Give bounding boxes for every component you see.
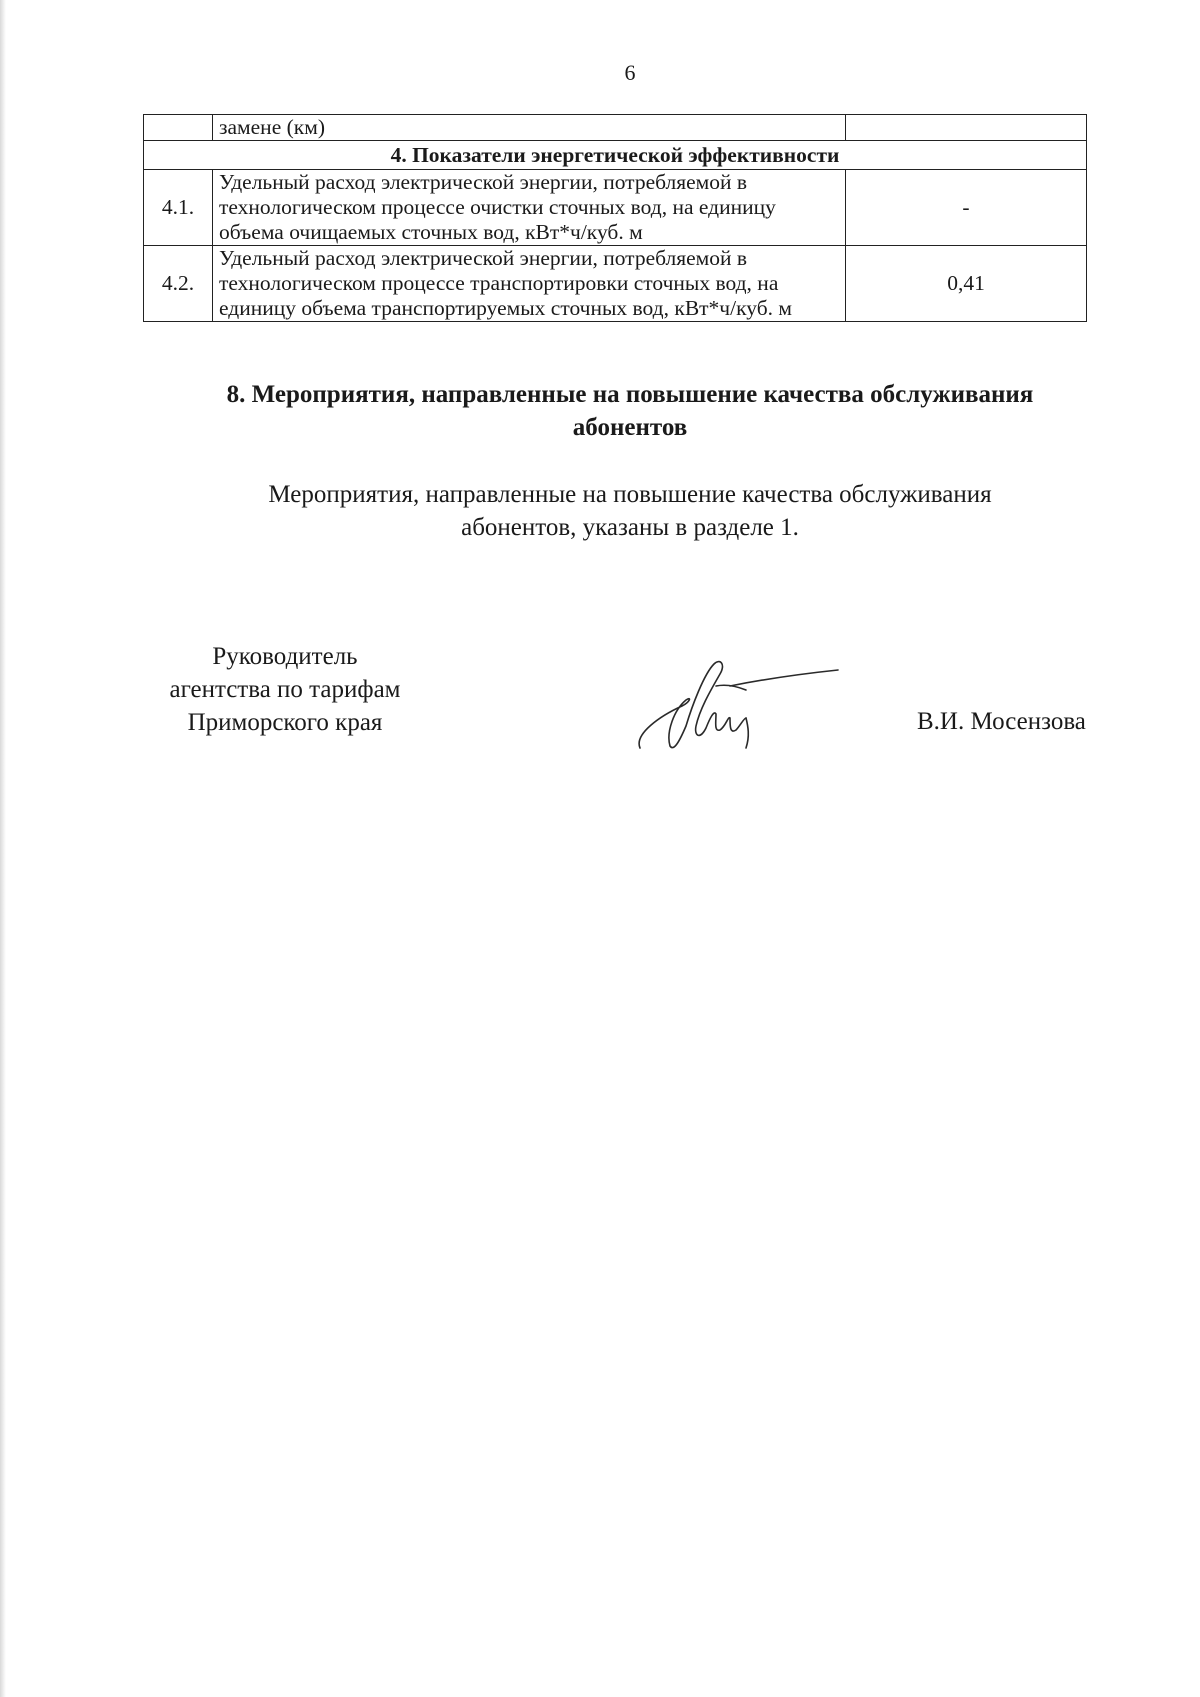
signer-position-line: Приморского края — [187, 709, 383, 736]
section-8-body-line: абонентов, указаны в разделе 1. — [461, 514, 799, 541]
indicators-table — [143, 114, 1087, 322]
row-value-cell: - — [846, 170, 1087, 246]
section-8-body-line: Мероприятия, направленные на повышение качества обслуживания — [268, 481, 992, 508]
section-8-title-line: абонентов — [572, 414, 688, 441]
row-description-cell: Удельный расход электрической энергии, потребляемой в технологическом процессе транспортировки сточных вод, на единицу объема транспортируемых сточных вод, кВт*ч/куб. м — [213, 246, 846, 322]
table-row — [144, 115, 1087, 141]
row-value-cell — [846, 115, 1087, 141]
signer-position-line: агентства по тарифам — [169, 676, 401, 703]
row-value-cell: 0,41 — [846, 246, 1087, 322]
page-edge-shadow — [0, 0, 6, 1697]
table-section-header-row — [144, 141, 1087, 170]
handwritten-signature — [630, 656, 840, 756]
section-8-body — [130, 478, 1130, 544]
table-row — [144, 170, 1087, 246]
row-number-cell — [144, 115, 213, 141]
section-8-title — [130, 378, 1130, 444]
signer-position — [140, 640, 430, 739]
signer-position-line: Руководитель — [212, 643, 358, 670]
row-description-cell: замене (км) — [213, 115, 846, 141]
section-8-title-line: 8. Мероприятия, направленные на повышение качества обслуживания — [226, 381, 1034, 408]
table-row — [144, 246, 1087, 322]
table-section-header: 4. Показатели энергетической эффективности — [144, 141, 1087, 170]
page-number: 6 — [624, 60, 636, 85]
row-description-cell: Удельный расход электрической энергии, потребляемой в технологическом процессе очистки сточных вод, на единицу объема очищаемых сточных вод, кВт*ч/куб. м — [213, 170, 846, 246]
signer-name: В.И. Мосензова — [917, 708, 1086, 735]
row-number-cell: 4.2. — [144, 246, 213, 322]
row-number-cell: 4.1. — [144, 170, 213, 246]
